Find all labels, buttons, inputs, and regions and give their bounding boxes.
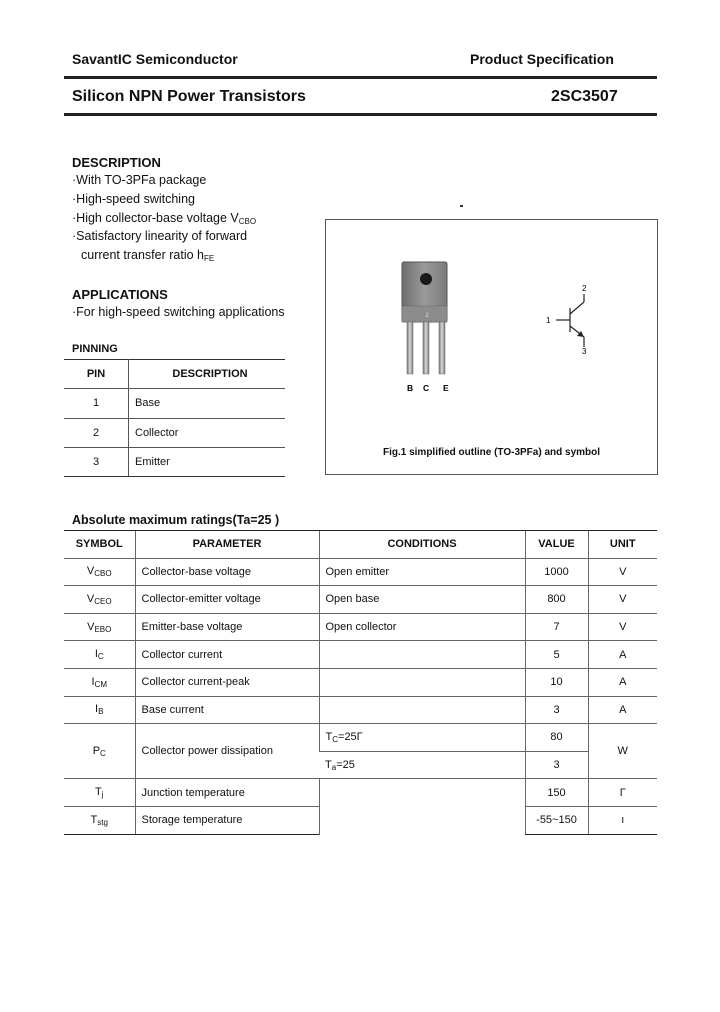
- conditions-cell: Open base: [319, 586, 525, 614]
- description-item: ·Satisfactory linearity of forward: [72, 229, 248, 243]
- pin-description: Base: [129, 389, 286, 418]
- table-row: [64, 613, 657, 641]
- pinning-table: [64, 359, 285, 477]
- pin-number: 1: [64, 389, 129, 418]
- value-cell: 3: [525, 696, 588, 724]
- value-cell: 150: [525, 779, 588, 807]
- symbol-cell: $V_{EBO}$: [64, 613, 135, 641]
- table-row: [64, 586, 657, 614]
- applications-heading: APPLICATIONS: [72, 287, 168, 302]
- value-cell: 80: [525, 724, 588, 752]
- parameter-cell: Collector current: [135, 641, 319, 669]
- pin-column-header: PIN: [64, 360, 129, 389]
- parameter-cell: Collector power dissipation: [135, 724, 319, 779]
- value-cell: 3: [525, 751, 588, 779]
- unit-cell: A: [588, 641, 657, 669]
- ratings-table: [64, 530, 657, 835]
- unit-cell: V: [588, 586, 657, 614]
- symbol-cell: $V_{CBO}$: [64, 558, 135, 586]
- pin-description: Emitter: [129, 447, 286, 476]
- symbol-cell: $P_C$: [64, 724, 135, 779]
- lead-label-b: B: [407, 383, 414, 393]
- conditions-cell: [319, 696, 525, 724]
- description-heading: DESCRIPTION: [72, 155, 161, 170]
- value-cell: 800: [525, 586, 588, 614]
- table-row: [64, 696, 657, 724]
- parameter-cell: Base current: [135, 696, 319, 724]
- figure-caption: Fig.1 simplified outline (TO-3PFa) and symbol: [382, 447, 601, 458]
- symbol-column-header: SYMBOL: [64, 531, 135, 559]
- stray-mark: [460, 205, 463, 207]
- symbol-cell: $T_{stg}$: [64, 806, 135, 834]
- emitter-pin-label: 3: [582, 347, 587, 356]
- conditions-cell: $T_C=25Г$: [319, 724, 525, 752]
- collector-pin-label: 2: [582, 284, 587, 293]
- unit-cell: V: [588, 613, 657, 641]
- unit-column-header: UNIT: [588, 531, 657, 559]
- conditions-cell: [319, 641, 525, 669]
- parameter-cell: Collector-base voltage: [135, 558, 319, 586]
- value-cell: 10: [525, 668, 588, 696]
- parameter-cell: Collector current-peak: [135, 668, 319, 696]
- conditions-cell: [319, 668, 525, 696]
- parameter-cell: Collector-emitter voltage: [135, 586, 319, 614]
- value-cell: 1000: [525, 558, 588, 586]
- part-number: 2SC3507: [551, 88, 618, 105]
- lead-label-e: E: [443, 383, 449, 393]
- conditions-cell: Open collector: [319, 613, 525, 641]
- symbol-cell: $T_j$: [64, 779, 135, 807]
- pin-description: Collector: [129, 418, 286, 447]
- conditions-column-header: CONDITIONS: [319, 531, 525, 559]
- figure-box: [325, 219, 658, 475]
- unit-cell: ı: [588, 806, 657, 834]
- pinning-header-row: [64, 360, 285, 389]
- symbol-cell: $I_{CM}$: [64, 668, 135, 696]
- description-item: current transfer ratio $h_{FE}$: [81, 248, 215, 263]
- table-row: [64, 641, 657, 669]
- product-line: Silicon NPN Power Transistors: [72, 88, 306, 105]
- value-column-header: VALUE: [525, 531, 588, 559]
- application-item: ·For high-speed switching applications: [72, 305, 285, 319]
- description-item: ·High collector-base voltage $V_{CBO}$: [72, 211, 257, 226]
- description-item: ·With TO-3PFa package: [72, 173, 207, 187]
- table-row: [64, 447, 285, 476]
- table-row: [64, 724, 657, 752]
- table-row: [64, 389, 285, 418]
- parameter-column-header: PARAMETER: [135, 531, 319, 559]
- package-mark: 2: [425, 313, 429, 319]
- table-row: [64, 779, 657, 807]
- unit-cell: Г: [588, 779, 657, 807]
- parameter-cell: Junction temperature: [135, 779, 319, 807]
- symbol-cell: $V_{CEO}$: [64, 586, 135, 614]
- value-cell: 5: [525, 641, 588, 669]
- unit-cell: A: [588, 696, 657, 724]
- base-pin-label: 1: [546, 316, 551, 325]
- value-cell: -55~150: [525, 806, 588, 834]
- unit-cell: A: [588, 668, 657, 696]
- table-row: [64, 668, 657, 696]
- parameter-cell: Storage temperature: [135, 806, 319, 834]
- conditions-cell: $T_a=25$: [319, 751, 525, 779]
- title-rule: [64, 113, 657, 116]
- transistor-symbol: [326, 220, 657, 474]
- pin-number: 3: [64, 447, 129, 476]
- pinning-heading: PINNING: [72, 343, 118, 355]
- ratings-heading: Absolute maximum ratings(Ta=25 ): [72, 513, 280, 527]
- parameter-cell: Emitter-base voltage: [135, 613, 319, 641]
- header-rule: [64, 76, 657, 79]
- symbol-cell: $I_C$: [64, 641, 135, 669]
- unit-cell: V: [588, 558, 657, 586]
- description-column-header: DESCRIPTION: [129, 360, 286, 389]
- value-cell: 7: [525, 613, 588, 641]
- pin-number: 2: [64, 418, 129, 447]
- unit-cell: W: [588, 724, 657, 779]
- symbol-cell: $I_B$: [64, 696, 135, 724]
- conditions-cell: [319, 779, 525, 834]
- conditions-cell: Open emitter: [319, 558, 525, 586]
- table-row: [64, 418, 285, 447]
- ratings-header-row: [64, 531, 657, 559]
- doc-type: Product Specification: [470, 51, 614, 67]
- lead-label-c: C: [423, 383, 430, 393]
- company-name: SavantIC Semiconductor: [72, 51, 238, 67]
- table-row: [64, 558, 657, 586]
- description-item: ·High-speed switching: [72, 192, 195, 206]
